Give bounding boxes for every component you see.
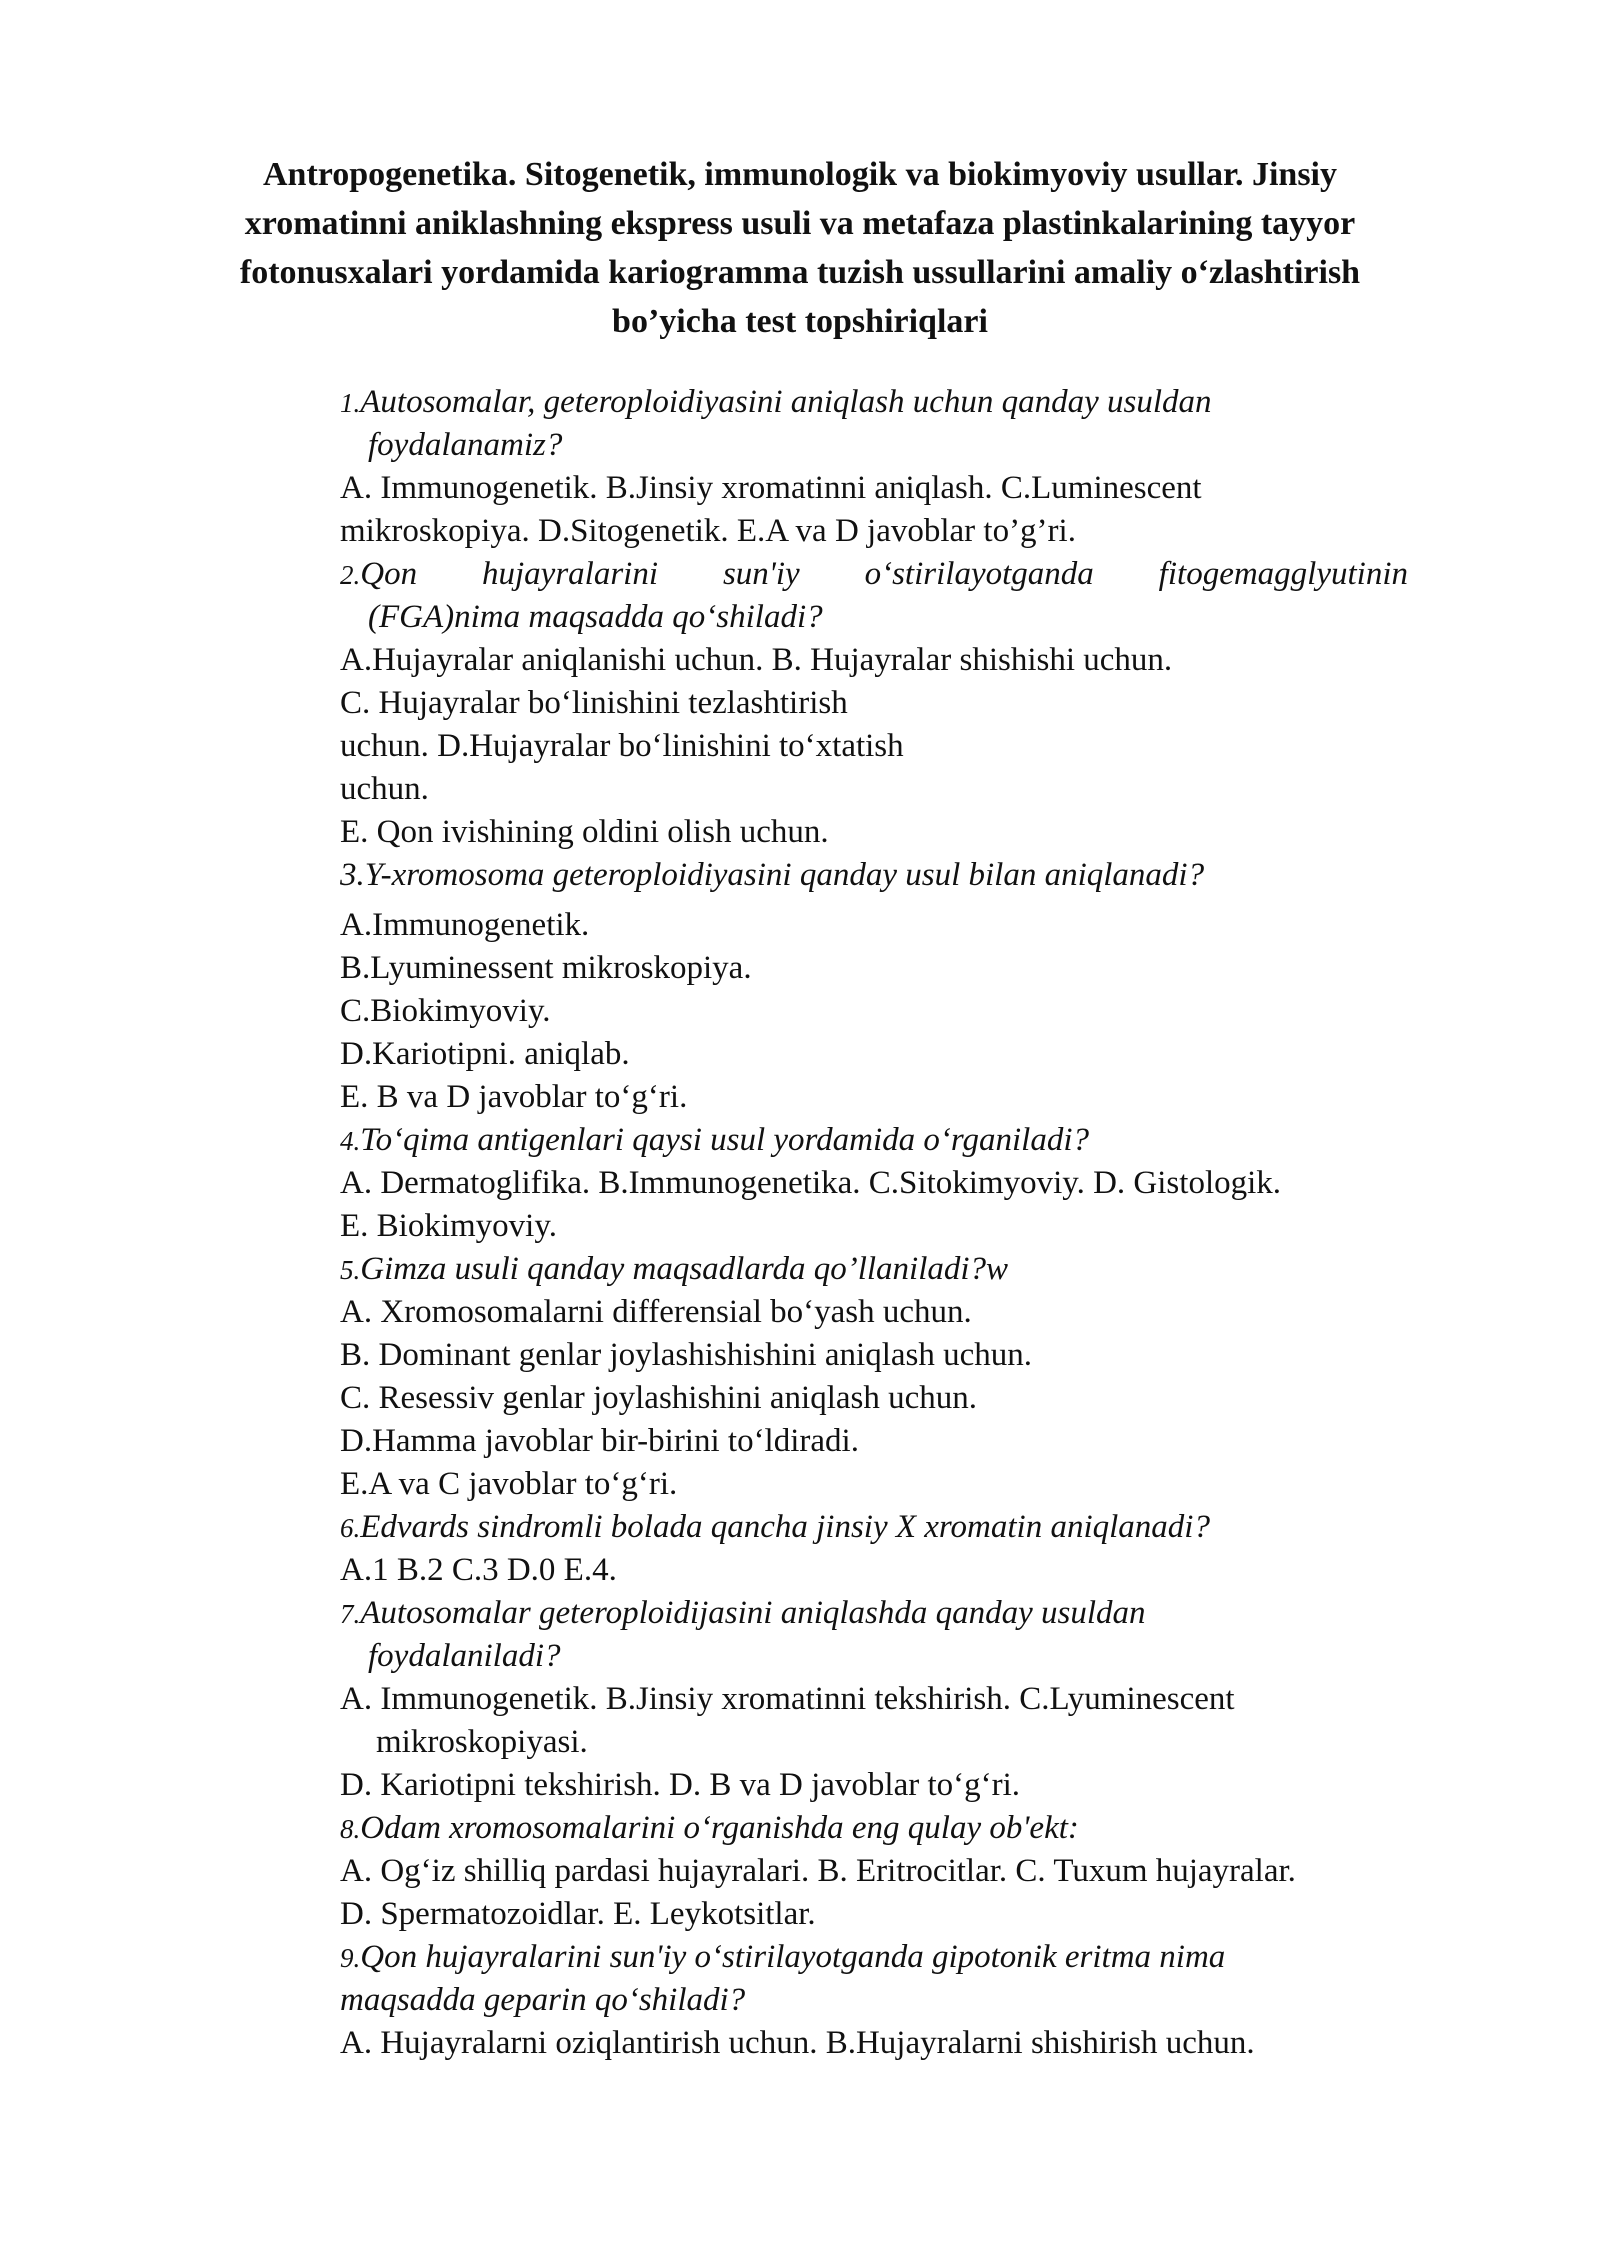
question-6 [340,1506,1210,1550]
question-text: To‘qima antigenlari qaysi usul yordamida o‘rganiladi? [360,1122,1090,1158]
answer-line: A. Immunogenetik. B.Jinsiy xromatinni tekshirish. C.Lyuminescent [340,1681,1235,1717]
title-line: fotonusxalari yordamida kariogramma tuzish ussullarini amaliy o‘zlashtirish [239,254,1361,291]
answer-line: E. Qon ivishining oldini olish uchun. [340,814,829,850]
question-number: 5. [340,1255,361,1285]
title-line: bo’yicha test topshiriqlari [612,303,988,340]
answer-line: C. Hujayralar bo‘linishini tezlashtirish [340,685,848,721]
answer-line: E. B va D javoblar to‘g‘ri. [340,1079,688,1115]
question-text: (FGA)nima maqsadda qo‘shiladi? [368,599,823,635]
question-text: foydalanamiz? [368,427,563,463]
question-4 [340,1119,1089,1163]
answer-line: B. Dominant genlar joylashishishini aniqlash uchun. [340,1337,1033,1373]
question-text: Qon hujayralarini sun'iy o‘stirilayotganda fitogemagglyutinin [360,556,1408,592]
question-number: 4. [340,1126,361,1156]
question-number: 7. [340,1599,361,1629]
answer-line: uchun. [340,771,429,807]
answer-line: E.A va C javoblar to‘g‘ri. [340,1466,678,1502]
answer-line: E. Biokimyoviy. [340,1208,557,1244]
question-number: 8. [340,1814,361,1844]
page-title [200,150,1400,346]
question-8 [340,1807,1079,1851]
title-line: xromatinni aniklashning ekspress usuli va metafaza plastinkalarining tayyor [244,205,1356,242]
question-7 [340,1592,1146,1636]
answer-line: uchun. D.Hujayralar bo‘linishini to‘xtatish [340,728,904,764]
question-5 [340,1248,1008,1292]
answer-line: A.Hujayralar aniqlanishi uchun. B. Hujayralar shishishi uchun. [340,642,1173,678]
question-text: Odam xromosomalarini o‘rganishda eng qulay ob'ekt: [360,1810,1079,1846]
answer-line: mikroskopiyasi. [376,1724,588,1760]
answer-line: A. Xromosomalarni differensial bo‘yash uchun. [340,1294,972,1330]
answer-line: A. Immunogenetik. B.Jinsiy xromatinni aniqlash. C.Luminescent [340,470,1202,506]
answer-line: A. Hujayralarni oziqlantirish uchun. B.Hujayralarni shishirish uchun. [340,2025,1255,2061]
question-3: 3.Y-xromosoma geteroploidiyasini qanday usul bilan aniqlanadi? [340,857,1205,893]
question-2 [340,553,1408,597]
answer-line: B.Lyuminessent mikroskopiya. [340,950,752,986]
answer-line: D. Spermatozoidlar. E. Leykotsitlar. [340,1896,816,1932]
question-number: 9. [340,1943,361,1973]
answer-line: A.Immunogenetik. [340,907,590,943]
answer-line: A.1 B.2 C.3 D.0 E.4. [340,1552,617,1588]
answer-line: C.Biokimyoviy. [340,993,551,1029]
question-text: Qon hujayralarini sun'iy o‘stirilayotganda gipotonik eritma nima [360,1939,1226,1975]
answer-line: C. Resessiv genlar joylashishini aniqlash uchun. [340,1380,978,1416]
question-text: Edvards sindromli bolada qancha jinsiy X xromatin aniqlanadi? [360,1509,1210,1545]
question-text: Autosomalar, geteroploidiyasini aniqlash uchun qanday usuldan [360,384,1212,420]
question-number: 1. [340,388,361,418]
question-number: 6. [340,1513,361,1543]
answer-line: D.Hamma javoblar bir-birini to‘ldiradi. [340,1423,859,1459]
question-text: Autosomalar geteroploidijasini aniqlashda qanday usuldan [360,1595,1146,1631]
question-text: maqsadda geparin qo‘shiladi? [340,1982,746,2018]
question-text: foydalaniladi? [368,1638,561,1674]
answer-line: A. Og‘iz shilliq pardasi hujayralari. B. Eritrocitlar. C. Tuxum hujayralar. [340,1853,1296,1889]
question-1 [340,381,1212,425]
question-text: Gimza usuli qanday maqsadlarda qo’llaniladi?w [360,1251,1009,1287]
answer-line: A. Dermatoglifika. B.Immunogenetika. C.Sitokimyoviy. D. Gistologik. [340,1165,1282,1201]
question-number: 2. [340,560,361,590]
question-9 [340,1936,1225,1980]
answer-line: D. Kariotipni tekshirish. D. B va D javoblar to‘g‘ri. [340,1767,1021,1803]
title-line: Antropogenetika. Sitogenetik, immunologik va biokimyoviy usullar. Jinsiy [262,156,1338,193]
answer-line: mikroskopiya. D.Sitogenetik. E.A va D javoblar to’g’ri. [340,513,1076,549]
answer-line: D.Kariotipni. aniqlab. [340,1036,630,1072]
